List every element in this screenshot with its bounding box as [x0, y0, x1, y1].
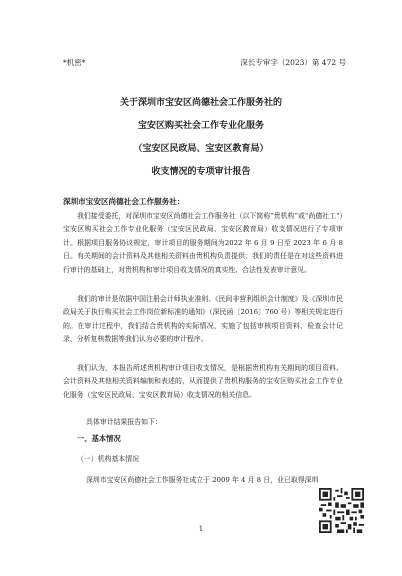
qr-code-icon — [319, 488, 364, 533]
classification-mark: *机密* — [63, 58, 86, 67]
report-title-line-1: 关于深圳市宝安区尚德社会工作服务社的 — [119, 98, 282, 108]
paragraph-engagement: 我们接受委托，对深圳市宝安区尚德社会工作服务社（以下简称“贵机构”或“尚德社工”）宝安区购买社会工作专业化服务（宝安区民政局、宝安区教育局）收支情况进行了专项审计。根据项目服务协议规定，审计项目的服务期间为2022 年 6 月 9 日至 2023 年 6 月 8 日。有关期间的会计资料及其他相关资料由贵机构负责提供；我们的责任是在对这些资料进行审计的基础上，对贵机构和审计项目收支情况的真实性、合法性发表审计意见。 — [63, 212, 343, 274]
intro-line: 具体审计结果报告如下： — [86, 418, 162, 426]
body-last-line: 深圳市宝安区尚德社会工作服务社成立于 2009 年 4 月 8 日，业已取得深圳 — [86, 476, 319, 484]
page-number: 1 — [198, 525, 204, 533]
addressee: 深圳市宝安区尚德社会工作服务社： — [63, 197, 185, 206]
paragraph-opinion: 我们认为，本报告所述贵机构审计项目收支情况，是根据贵机构有关期间的项目资料、会计资料及其他相关资料编制和表述的，从而提供了贵机构服务的宝安区购买社会工作专业化服务（宝安区民政局、宝安区教育局）收支情况的相关信息。 — [63, 364, 343, 399]
report-title-line-4: 收支情况的专项审计报告 — [151, 167, 251, 177]
report-title-line-3: （宝安区民政局、宝安区教育局） — [133, 144, 269, 154]
section-heading: 一、基本情况 — [77, 434, 121, 443]
document-number: 深长专审字（2023）第 472 号 — [240, 58, 346, 67]
subsection-heading: （一）机构基本情况 — [77, 455, 140, 463]
paragraph-basis: 我们的审计是依据中国注册会计师执业准则、《民间非营利组织会计制度》及《深圳市民政局关于执行购买社会工作岗位新标准的通知》（深民函〔2016〕760 号）等相关规定进行的。在审计过程中，我们结合贵机构的实际情况，实施了包括审核项目资料、检查会计记录、分析复核数据等我们认为必要的审计程序。 — [63, 295, 343, 344]
report-title-line-2: 宝安区购买社会工作专业化服务 — [137, 121, 264, 131]
